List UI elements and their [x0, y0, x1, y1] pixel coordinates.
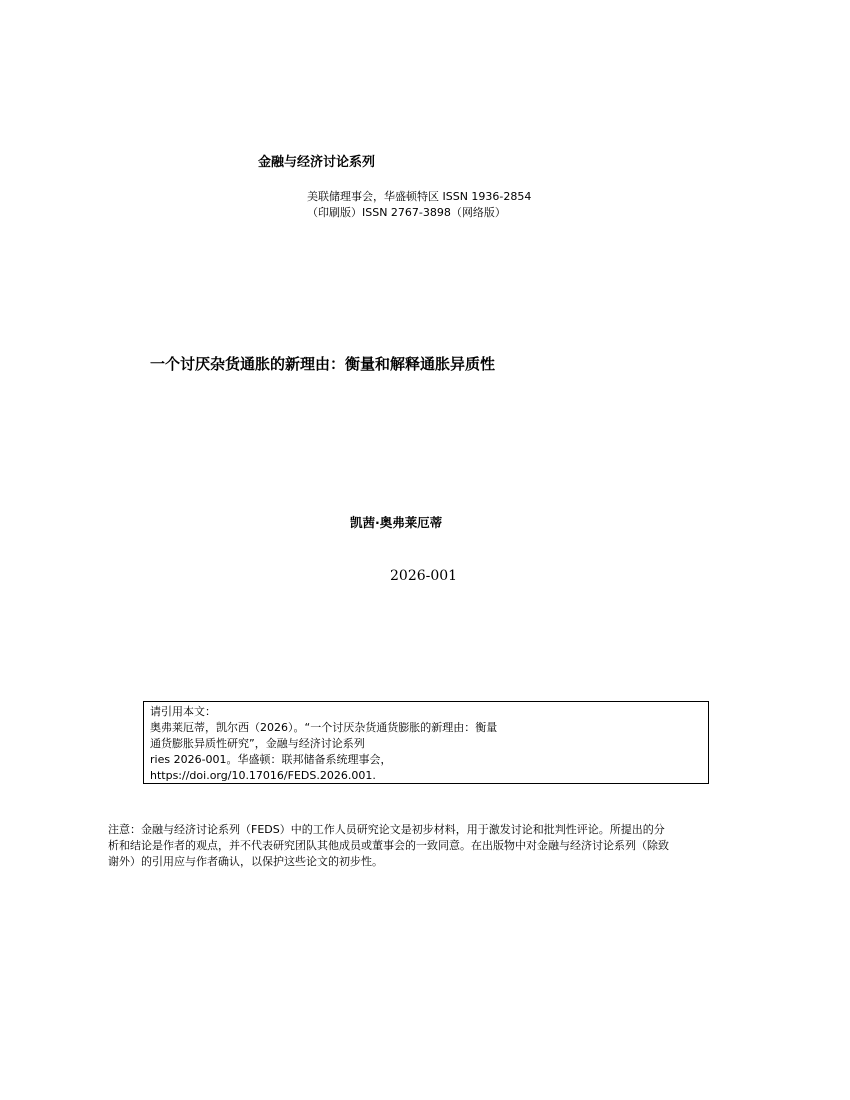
paper-number: 2026-001	[390, 568, 458, 584]
notice-line: 析和结论是作者的观点，并不代表研究团队其他成员或董事会的一致同意。在出版物中对金融与经济讨论系列（除致	[108, 839, 669, 852]
publisher-info	[307, 189, 531, 221]
citation-line: 奥弗莱厄蒂，凯尔西（2026）。“一个讨厌杂货通货膨胀的新理由：衡量	[150, 721, 498, 734]
paper-title: 一个讨厌杂货通胀的新理由：衡量和解释通胀异质性	[150, 355, 496, 373]
citation-line: 请引用本文：	[150, 705, 216, 718]
publisher-line: （印刷版）ISSN 2767-3898（网络版）	[307, 206, 506, 219]
notice-line: 谢外）的引用应与作者确认，以保护这些论文的初步性。	[108, 855, 383, 868]
author-name: 凯茜·奥弗莱厄蒂	[350, 515, 443, 530]
citation-line: 通货膨胀异质性研究”，金融与经济讨论系列	[150, 737, 365, 750]
publisher-line: 美联储理事会，华盛顿特区 ISSN 1936-2854	[307, 190, 532, 203]
notice-line: 注意：金融与经济讨论系列（FEDS）中的工作人员研究论文是初步材料，用于激发讨论和批判性评论。所提出的分	[108, 823, 665, 836]
citation-box	[143, 701, 709, 784]
series-title: 金融与经济讨论系列	[258, 155, 376, 170]
citation-line: ries 2026-001。华盛顿：联邦储备系统理事会，	[150, 753, 392, 766]
citation-doi-link[interactable]: https://doi.org/10.17016/FEDS.2026.001.	[150, 769, 376, 782]
disclaimer-notice	[108, 822, 748, 870]
